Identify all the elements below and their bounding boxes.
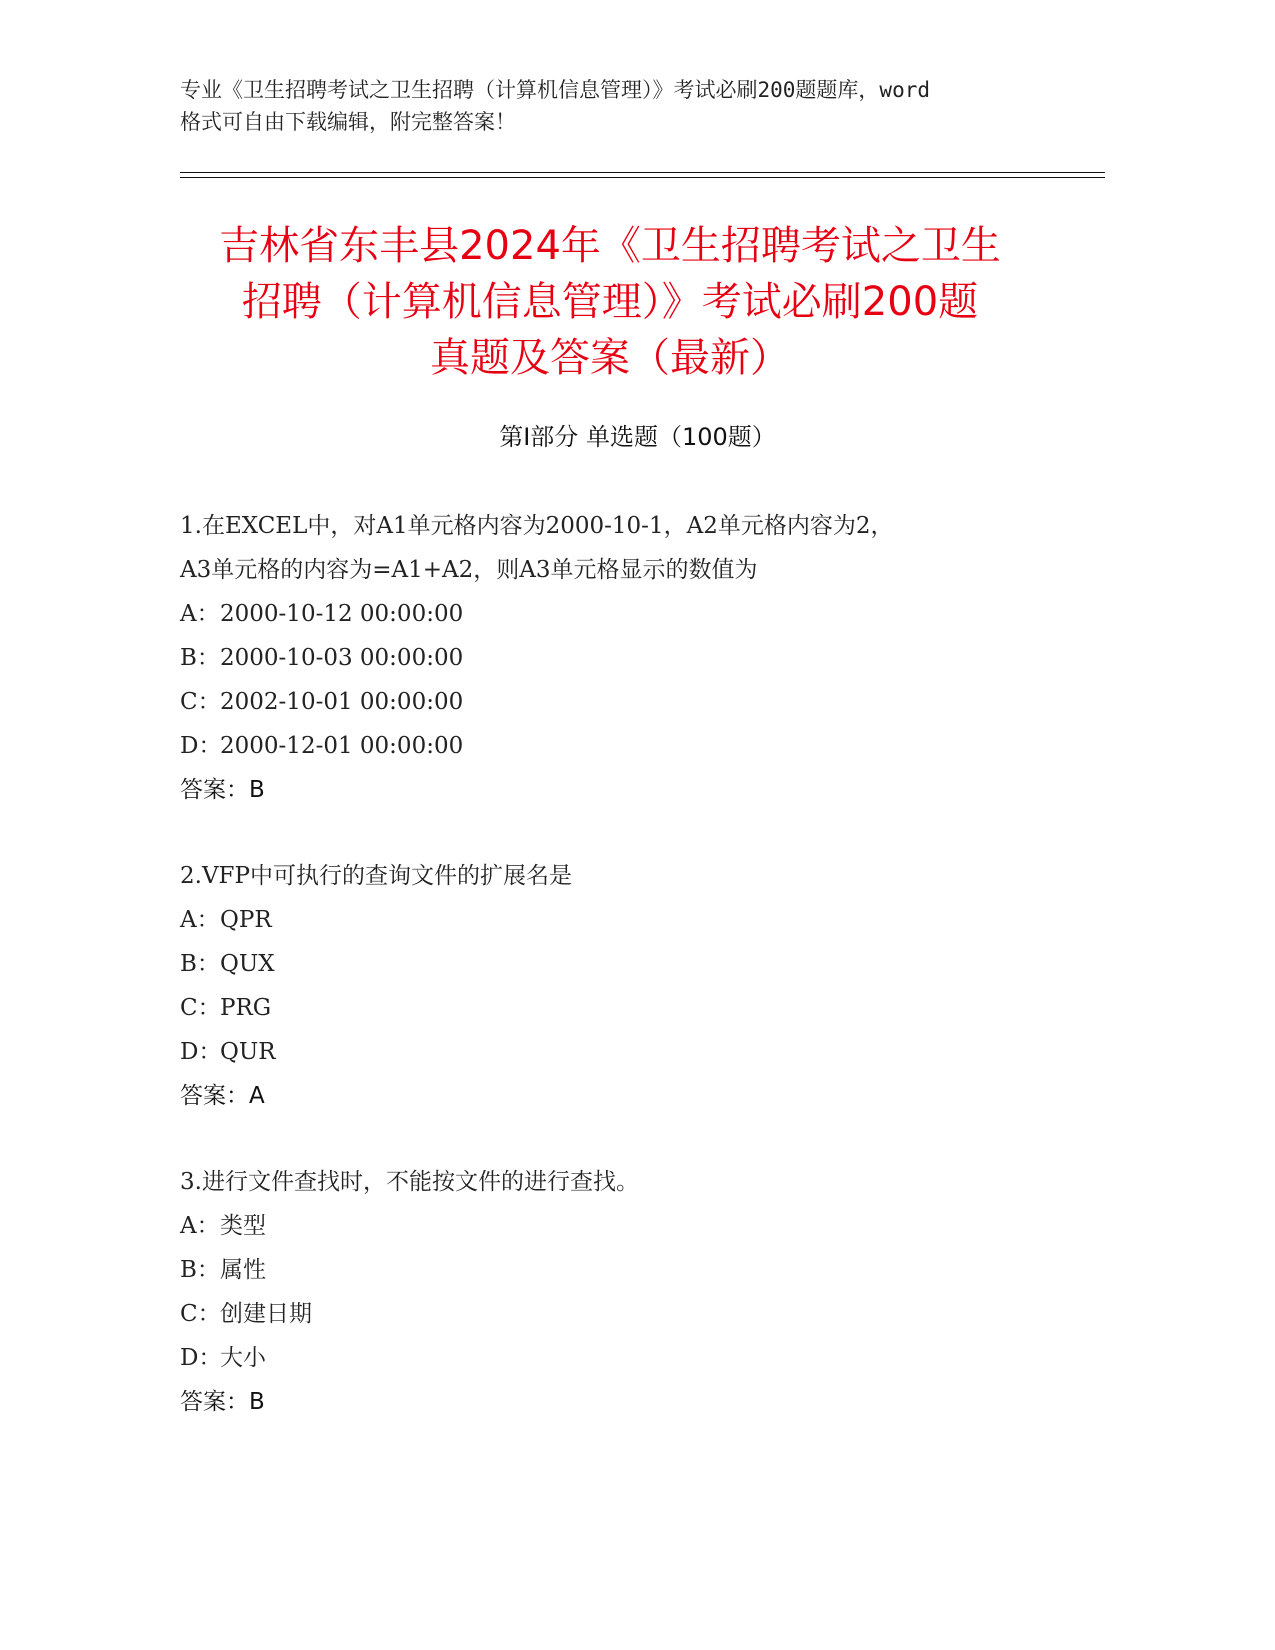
- option-d: [180, 724, 1080, 768]
- option-b: [180, 942, 1080, 986]
- option-c: [180, 986, 1080, 1030]
- option-c: [180, 1292, 1080, 1336]
- option-d: [180, 1030, 1080, 1074]
- header-line-1: 专业《卫生招聘考试之卫生招聘（计算机信息管理）》考试必刷200题题库，word: [180, 78, 930, 102]
- option-text: 2002-10-01 00:00:00: [220, 689, 464, 715]
- question-2: [180, 854, 1080, 1118]
- header-divider-top: [180, 172, 1105, 173]
- option-a: [180, 1204, 1080, 1248]
- header-line-2: 格式可自由下载编辑，附完整答案！: [180, 110, 516, 134]
- option-text: PRG: [220, 995, 272, 1021]
- option-a: [180, 898, 1080, 942]
- answer: 答案：A: [180, 1083, 265, 1109]
- option-letter: D：: [180, 733, 222, 759]
- option-text: 属性: [220, 1257, 266, 1283]
- answer: 答案：B: [180, 1389, 265, 1415]
- question-list: [180, 504, 1080, 1466]
- option-letter: C：: [180, 1301, 221, 1327]
- question-1: [180, 504, 1080, 812]
- option-letter: C：: [180, 689, 221, 715]
- option-text: 2000-12-01 00:00:00: [220, 733, 464, 759]
- option-c: [180, 680, 1080, 724]
- title-line-3: 真题及答案（最新）: [430, 335, 790, 381]
- option-letter: D：: [180, 1039, 222, 1065]
- question-stem: 1.在EXCEL中，对A1单元格内容为2000-10-1，A2单元格内容为2，: [180, 513, 894, 539]
- question-stem: 3.进行文件查找时，不能按文件的进行查找。: [180, 1169, 639, 1195]
- title-line-1: 吉林省东丰县2024年《卫生招聘考试之卫生: [219, 223, 1001, 269]
- header-divider-bottom: [180, 177, 1105, 178]
- option-text: 创建日期: [220, 1301, 312, 1327]
- title-line-2: 招聘（计算机信息管理）》考试必刷200题: [241, 279, 979, 325]
- option-text: QUR: [220, 1039, 276, 1065]
- option-text: QPR: [220, 907, 272, 933]
- option-text: QUX: [220, 951, 275, 977]
- question-stem-continued: A3单元格的内容为=A1+A2，则A3单元格显示的数值为: [180, 557, 758, 583]
- option-b: [180, 636, 1080, 680]
- option-letter: B：: [180, 951, 220, 977]
- question-stem: 2.VFP中可执行的查询文件的扩展名是: [180, 863, 572, 889]
- option-letter: A：: [180, 907, 220, 933]
- answer: 答案：B: [180, 777, 265, 803]
- option-d: [180, 1336, 1080, 1380]
- option-letter: D：: [180, 1345, 222, 1371]
- option-b: [180, 1248, 1080, 1292]
- option-text: 类型: [220, 1213, 266, 1239]
- section-heading: 第Ⅰ部分 单选题（100题）: [499, 423, 776, 451]
- option-a: [180, 592, 1080, 636]
- option-text: 2000-10-12 00:00:00: [220, 601, 464, 627]
- option-letter: B：: [180, 645, 220, 671]
- option-letter: B：: [180, 1257, 220, 1283]
- option-letter: A：: [180, 1213, 220, 1239]
- document-title: [170, 218, 1050, 386]
- option-text: 大小: [220, 1345, 266, 1371]
- question-3: [180, 1160, 1080, 1424]
- option-letter: A：: [180, 601, 220, 627]
- option-letter: C：: [180, 995, 221, 1021]
- document-header: [180, 74, 1080, 138]
- option-text: 2000-10-03 00:00:00: [220, 645, 464, 671]
